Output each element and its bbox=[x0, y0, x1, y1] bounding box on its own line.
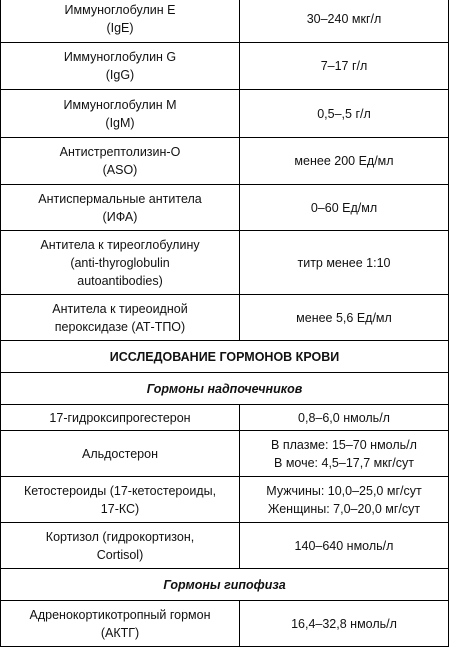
reference-value-cell bbox=[240, 231, 449, 295]
parameter-name-cell bbox=[1, 431, 240, 477]
parameter-name-line: Альдостерон bbox=[82, 446, 158, 461]
reference-value-cell bbox=[240, 523, 449, 569]
parameter-name-line: (anti-thyroglobulin bbox=[70, 255, 170, 270]
table-row bbox=[1, 185, 449, 231]
subsection-title: Гормоны надпочечников bbox=[1, 373, 449, 405]
reference-value-line: 16,4–32,8 нмоль/л bbox=[291, 616, 397, 631]
parameter-name-line: Антитела к тиреоидной bbox=[52, 301, 188, 316]
parameter-name-line: 17-гидроксипрогестерон bbox=[49, 410, 191, 425]
reference-value-line: 140–640 нмоль/л bbox=[294, 538, 394, 553]
reference-value-cell bbox=[240, 477, 449, 523]
reference-value-cell bbox=[240, 43, 449, 90]
table-body bbox=[1, 0, 449, 647]
table-row bbox=[1, 231, 449, 295]
reference-value-line: титр менее 1:10 bbox=[297, 255, 391, 270]
reference-value-line: Мужчины: 10,0–25,0 мг/сут bbox=[266, 483, 422, 498]
parameter-name-line: Cortisol) bbox=[96, 547, 144, 562]
parameter-name-cell bbox=[1, 0, 240, 43]
reference-value-line: менее 200 Ед/мл bbox=[294, 154, 394, 168]
parameter-name-line: (IgM) bbox=[105, 115, 135, 130]
parameter-name-line: пероксидазе (АТ-ТПО) bbox=[54, 319, 186, 334]
parameter-name-line: 17-КС) bbox=[100, 501, 140, 516]
parameter-name-cell bbox=[1, 601, 240, 647]
reference-value-line: В плазме: 15–70 нмоль/л bbox=[271, 437, 417, 452]
parameter-name-line: (ИФА) bbox=[102, 209, 138, 224]
parameter-name-cell bbox=[1, 90, 240, 138]
table-row bbox=[1, 601, 449, 647]
table-row bbox=[1, 90, 449, 138]
reference-value-cell bbox=[240, 0, 449, 43]
parameter-name-line: Иммуноглобулин E bbox=[64, 2, 176, 17]
parameter-name-line: (IgG) bbox=[105, 68, 135, 82]
parameter-name-line: Иммуноглобулин G bbox=[63, 50, 177, 64]
reference-value-line: менее 5,6 Ед/мл bbox=[296, 310, 392, 325]
parameter-name-line: Антистрептолизин-О bbox=[59, 145, 181, 159]
parameter-name-cell bbox=[1, 477, 240, 523]
parameter-name-line: Адренокортикотропный гормон bbox=[29, 607, 211, 622]
parameter-name-line: autoantibodies) bbox=[77, 273, 163, 288]
reference-value-line: 0–60 Ед/мл bbox=[310, 200, 378, 215]
reference-value-cell bbox=[240, 405, 449, 431]
subsection-header-row bbox=[1, 373, 449, 405]
parameter-name-cell bbox=[1, 231, 240, 295]
parameter-name-cell bbox=[1, 43, 240, 90]
subsection-header-row bbox=[1, 569, 449, 601]
table-row bbox=[1, 295, 449, 341]
table-row bbox=[1, 138, 449, 185]
parameter-name-line: Антиспермальные антитела bbox=[38, 191, 202, 206]
reference-value-line: В моче: 4,5–17,7 мкг/сут bbox=[274, 455, 414, 470]
reference-value-cell bbox=[240, 185, 449, 231]
parameter-name-line: Иммуноглобулин M bbox=[63, 97, 177, 112]
section-title: ИССЛЕДОВАНИЕ ГОРМОНОВ КРОВИ bbox=[1, 341, 449, 373]
reference-value-cell bbox=[240, 601, 449, 647]
reference-value-line: 0,5–,5 г/л bbox=[317, 106, 371, 121]
table-row bbox=[1, 43, 449, 90]
reference-value-line: 30–240 мкг/л bbox=[306, 11, 382, 26]
reference-value-cell bbox=[240, 90, 449, 138]
parameter-name-line: Кортизол (гидрокортизон, bbox=[45, 529, 195, 544]
parameter-name-line: Антитела к тиреоглобулину bbox=[40, 237, 200, 252]
reference-value-cell bbox=[240, 431, 449, 477]
table-row bbox=[1, 523, 449, 569]
parameter-name-cell bbox=[1, 295, 240, 341]
reference-value-line: 7–17 г/л bbox=[320, 59, 368, 73]
parameter-name-cell bbox=[1, 523, 240, 569]
parameter-name-line: (IgE) bbox=[106, 20, 134, 35]
section-header-row bbox=[1, 341, 449, 373]
table-row bbox=[1, 477, 449, 523]
parameter-name-cell bbox=[1, 185, 240, 231]
reference-value-line: Женщины: 7,0–20,0 мг/сут bbox=[267, 501, 421, 516]
reference-value-line: 0,8–6,0 нмоль/л bbox=[298, 410, 390, 425]
table-row bbox=[1, 405, 449, 431]
parameter-name-cell bbox=[1, 405, 240, 431]
table-row bbox=[1, 0, 449, 43]
table-row bbox=[1, 431, 449, 477]
parameter-name-cell bbox=[1, 138, 240, 185]
parameter-name-line: Кетостероиды (17-кетостероиды, bbox=[23, 483, 217, 498]
parameter-name-line: (АКТГ) bbox=[100, 625, 140, 640]
reference-value-cell bbox=[240, 138, 449, 185]
subsection-title: Гормоны гипофиза bbox=[1, 569, 449, 601]
parameter-name-line: (ASO) bbox=[102, 163, 138, 177]
reference-value-cell bbox=[240, 295, 449, 341]
